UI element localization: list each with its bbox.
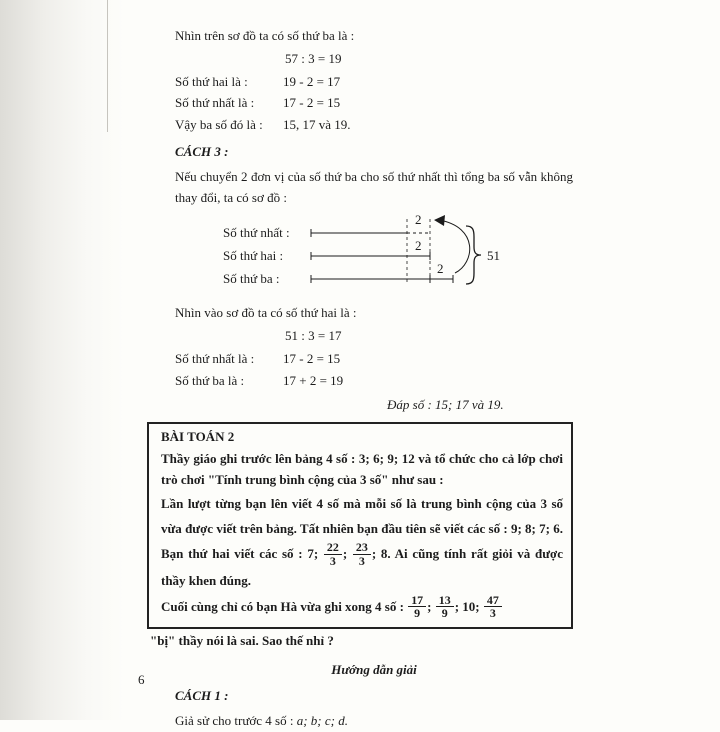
bar-diagram-svg xyxy=(223,211,553,295)
intro-line: Nhìn trên sơ đồ ta có số thứ ba là : xyxy=(175,28,355,43)
result-value: 19 - 2 = 17 xyxy=(283,73,341,89)
p2-separator: ; xyxy=(342,546,352,562)
problem-2-paragraph-3 xyxy=(161,594,563,621)
fraction-denominator: 9 xyxy=(441,606,448,621)
p3-text-mid: ; 10; xyxy=(454,598,483,614)
result-value: 17 + 2 = 19 xyxy=(283,372,344,388)
problem-2-overflow-line: "bị" thầy nói là sai. Sao thế nhỉ ? xyxy=(150,632,334,648)
diagram-lines xyxy=(311,229,453,283)
transfer-arrowhead xyxy=(434,215,445,226)
p3-text-start: Cuối cùng chỉ có bạn Hà vừa ghi xong 4 số : xyxy=(161,598,408,614)
fraction-22-3 xyxy=(324,541,342,567)
fraction-denominator: 3 xyxy=(358,553,365,568)
transfer-arrow xyxy=(439,220,470,273)
diagram-row3-label: Số thứ ba : xyxy=(223,271,280,287)
equation-57-3: 57 : 3 = 19 xyxy=(285,50,342,66)
fraction-13-9 xyxy=(436,594,454,620)
schema-diagram xyxy=(223,211,573,302)
assumption-line xyxy=(175,711,573,732)
result-label: Số thứ ba là : xyxy=(175,372,245,388)
problem-2-paragraph-2 xyxy=(161,491,563,594)
result-label: Số thứ nhất là : xyxy=(175,95,255,111)
fraction-47-3 xyxy=(484,594,502,620)
solution-guide-heading: Hướng dẫn giải xyxy=(331,661,417,677)
diagram-row2-label: Số thứ hai : xyxy=(223,248,284,264)
problem-2-title: BÀI TOÁN 2 xyxy=(161,429,235,445)
fraction-denominator: 3 xyxy=(329,553,336,568)
result-value: 17 - 2 = 15 xyxy=(283,95,341,111)
fraction-23-3 xyxy=(353,541,371,567)
result-value: 15, 17 và 19. xyxy=(283,117,351,133)
result-row xyxy=(175,93,573,114)
diagram-row1-label: Số thứ nhất : xyxy=(223,225,290,241)
after-diagram-line: Nhìn vào sơ đồ ta có số thứ hai là : xyxy=(175,305,357,321)
total-brace xyxy=(466,226,481,284)
result-row xyxy=(175,349,573,370)
fraction-denominator: 3 xyxy=(489,606,496,621)
result-row xyxy=(175,72,573,93)
p3-separator: ; xyxy=(427,598,435,614)
result-row xyxy=(175,371,573,392)
assumption-text: Giả sử cho trước 4 số : xyxy=(175,713,297,729)
equation-51-3: 51 : 3 = 17 xyxy=(285,327,342,343)
method-3-heading: CÁCH 3 : xyxy=(175,143,229,159)
result-label: Số thứ nhất là : xyxy=(175,350,255,366)
page-content xyxy=(150,26,573,732)
total-value: 51 xyxy=(487,248,500,264)
fraction-numerator: 23 xyxy=(353,541,371,555)
assumption-variables: a; b; c; d. xyxy=(296,713,348,729)
transfer-amount-row2: 2 xyxy=(415,238,422,254)
page-number: 6 xyxy=(138,672,145,687)
result-label: Vậy ba số đó là : xyxy=(175,117,263,133)
result-label: Số thứ hai là : xyxy=(175,73,248,89)
final-answer: Đáp số : 15; 17 và 19. xyxy=(387,397,504,413)
transfer-amount-row1: 2 xyxy=(415,212,422,228)
problem-2-paragraph-1: Thầy giáo ghi trước lên bảng 4 số : 3; 6; 9; 12 và tổ chức cho cả lớp chơi trò chơi "Tính trung bình cộng của 3 số" như sau : xyxy=(161,450,563,487)
fraction-denominator: 9 xyxy=(414,606,421,621)
fraction-numerator: 13 xyxy=(436,594,454,608)
fraction-numerator: 17 xyxy=(408,594,426,608)
p2-text-start: Lần lượt từng bạn lên viết 4 số mà mỗi số là trung bình cộng của 3 số vừa được viết trên bảng. Tất nhiên bạn đầu tiên sẽ viết các số : 9; 8; 7; 6. Bạn thứ hai viết các số : 7; xyxy=(161,495,563,562)
fraction-numerator: 47 xyxy=(484,594,502,608)
method-1-heading: CÁCH 1 : xyxy=(175,688,229,704)
result-row xyxy=(175,115,573,136)
method-3-paragraph: Nếu chuyển 2 đơn vị của số thứ ba cho số thứ nhất thì tổng ba số vẫn không thay đổi, ta có sơ đồ : xyxy=(175,168,573,205)
result-value: 17 - 2 = 15 xyxy=(283,350,341,366)
transfer-amount-row3: 2 xyxy=(437,261,444,277)
problem-2-box xyxy=(147,422,573,629)
fraction-numerator: 22 xyxy=(324,541,342,555)
fraction-17-9 xyxy=(408,594,426,620)
p2-text-end: ; 8. Ai cũng tính rất giỏi và được thầy khen đúng. xyxy=(161,546,563,589)
scan-edge-line xyxy=(107,0,108,132)
